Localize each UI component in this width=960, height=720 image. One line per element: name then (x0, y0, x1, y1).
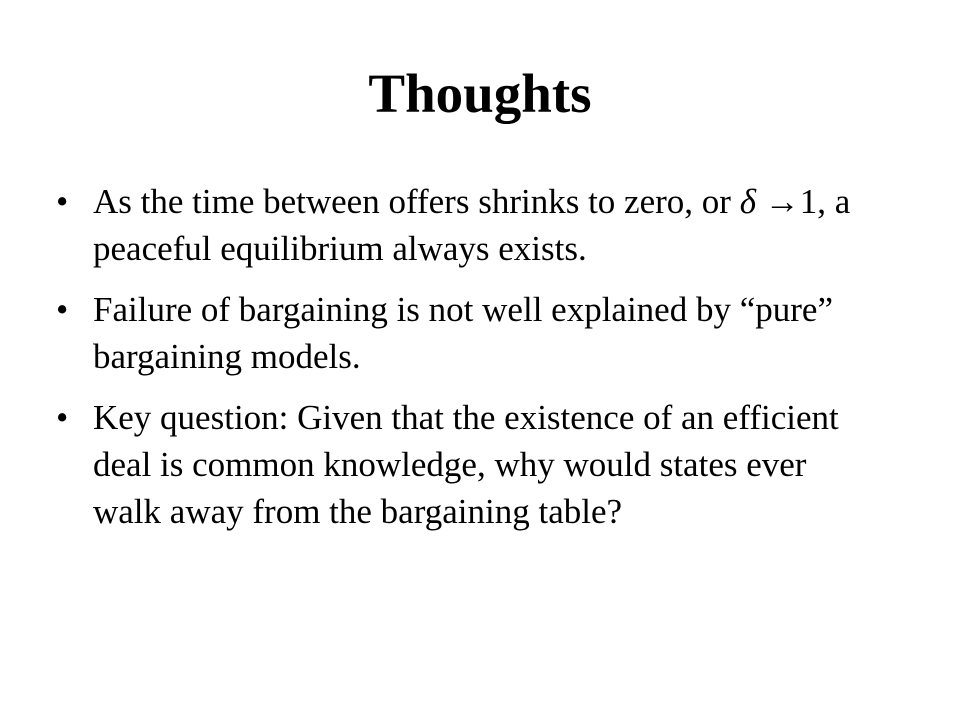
bullet-item (56, 178, 876, 272)
bullet-text: Key question: Given that the existence of an efficient deal is common knowledge, why would states ever walk away from the bargaining table? (93, 398, 839, 531)
delta-symbol: δ (739, 182, 756, 221)
bullet-text-continued: 1, a peaceful equilibrium always exists. (93, 182, 851, 268)
bullet-item (56, 394, 876, 535)
bullet-text: As the time between offers shrinks to zero, or (93, 182, 740, 221)
bullet-item (56, 286, 876, 380)
bullet-icon: • (56, 398, 69, 437)
bullet-icon: • (56, 290, 69, 329)
bullet-list (56, 178, 876, 549)
bullet-icon: • (56, 182, 69, 221)
arrow-symbol: → (755, 182, 800, 221)
slide-title: Thoughts (368, 63, 592, 124)
bullet-text: Failure of bargaining is not well explained by “pure” bargaining models. (93, 290, 833, 376)
